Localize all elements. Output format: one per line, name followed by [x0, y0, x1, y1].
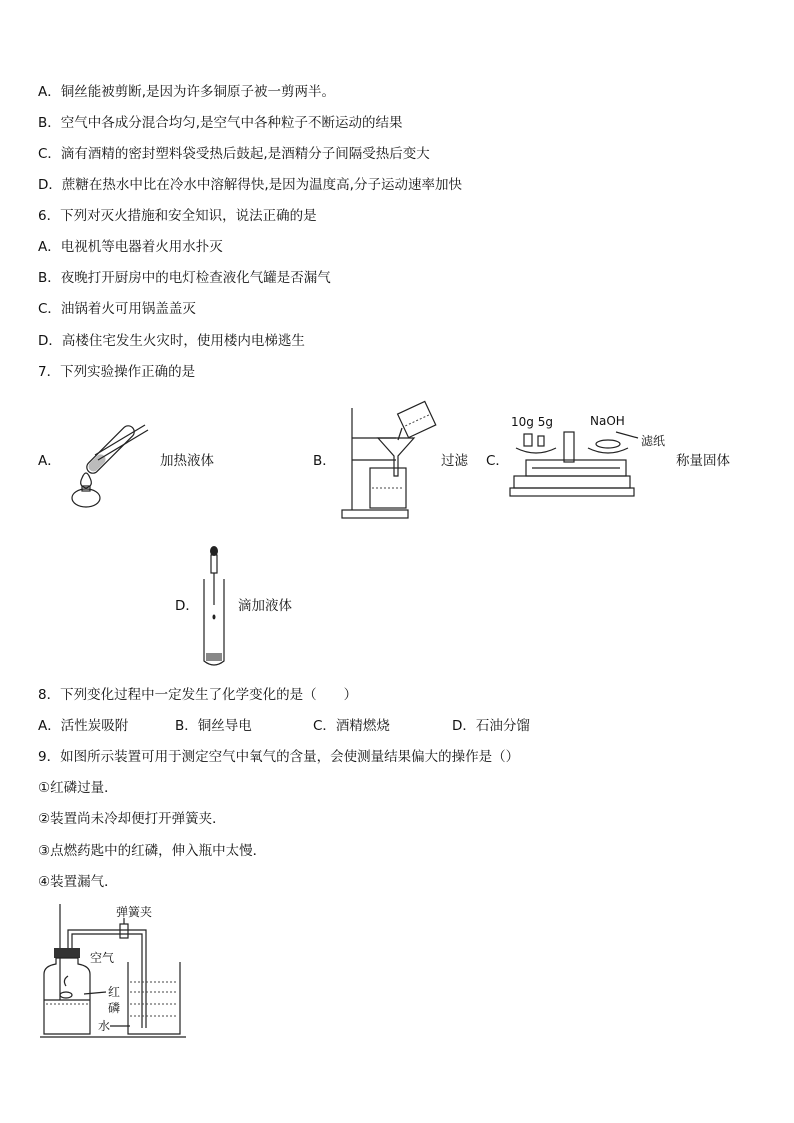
- dropper-figure: [200, 545, 230, 670]
- q7-d-letter: D．: [175, 598, 199, 614]
- q7-a-label: 加热液体: [160, 453, 214, 469]
- red-label: 红: [108, 985, 121, 999]
- water-label: 水: [98, 1019, 111, 1033]
- balance-figure: [508, 412, 673, 504]
- air-label: 空气: [90, 951, 115, 965]
- q7-stem: 7．下列实验操作正确的是: [38, 364, 196, 380]
- q7-d-label: 滴加液体: [238, 598, 292, 614]
- q9-item-3: ③点燃药匙中的红磷，伸入瓶中太慢．: [38, 843, 267, 859]
- q8-option-d: D．石油分馏: [452, 718, 530, 734]
- oxygen-measurement-figure: [38, 900, 188, 1040]
- spring-clamp-label: 弹簧夹: [116, 905, 153, 919]
- q7-b-letter: B．: [313, 453, 336, 469]
- q8-option-a: A．活性炭吸附: [38, 718, 129, 734]
- filter-paper-label: 滤纸: [641, 434, 666, 448]
- q6-option-b: B．夜晚打开厨房中的电灯检查液化气罐是否漏气: [38, 270, 331, 286]
- q9-item-2: ②装置尚未冷却便打开弹簧夹．: [38, 811, 226, 827]
- q6-option-d: D．高楼住宅发生火灾时，使用楼内电梯逃生: [38, 333, 305, 349]
- heating-liquid-figure: [60, 410, 150, 510]
- q5-option-d: D．蔗糖在热水中比在冷水中溶解得快,是因为温度高,分子运动速率加快: [38, 177, 462, 193]
- q7-a-letter: A．: [38, 453, 61, 469]
- q6-option-c: C．油锅着火可用锅盖盖灭: [38, 301, 196, 317]
- q8-option-b: B．铜丝导电: [175, 718, 252, 734]
- q5-option-c: C．滴有酒精的密封塑料袋受热后鼓起,是酒精分子间隔受热后变大: [38, 146, 430, 162]
- phosphorus-label: 磷: [108, 1001, 121, 1015]
- q8-stem: 8．下列变化过程中一定发生了化学变化的是（ ）: [38, 687, 358, 703]
- filtration-figure: [340, 400, 440, 522]
- q7-b-label: 过滤: [441, 453, 468, 469]
- q9-item-1: ①红磷过量．: [38, 780, 118, 796]
- q9-stem: 9．如图所示装置可用于测定空气中氧气的含量，会使测量结果偏大的操作是（）: [38, 749, 520, 765]
- naoh-label: NaOH: [590, 414, 625, 428]
- q8-option-c: C．酒精燃烧: [313, 718, 390, 734]
- q7-c-letter: C．: [486, 453, 509, 469]
- q6-stem: 6．下列对灭火措施和安全知识，说法正确的是: [38, 208, 317, 224]
- q7-c-label: 称量固体: [676, 453, 730, 469]
- weights-label: 10g 5g: [511, 415, 553, 429]
- q9-item-4: ④装置漏气．: [38, 874, 118, 890]
- q5-option-a: A．铜丝能被剪断,是因为许多铜原子被一剪两半。: [38, 84, 336, 100]
- q6-option-a: A．电视机等电器着火用水扑灭: [38, 239, 223, 255]
- q5-option-b: B．空气中各成分混合均匀,是空气中各种粒子不断运动的结果: [38, 115, 403, 131]
